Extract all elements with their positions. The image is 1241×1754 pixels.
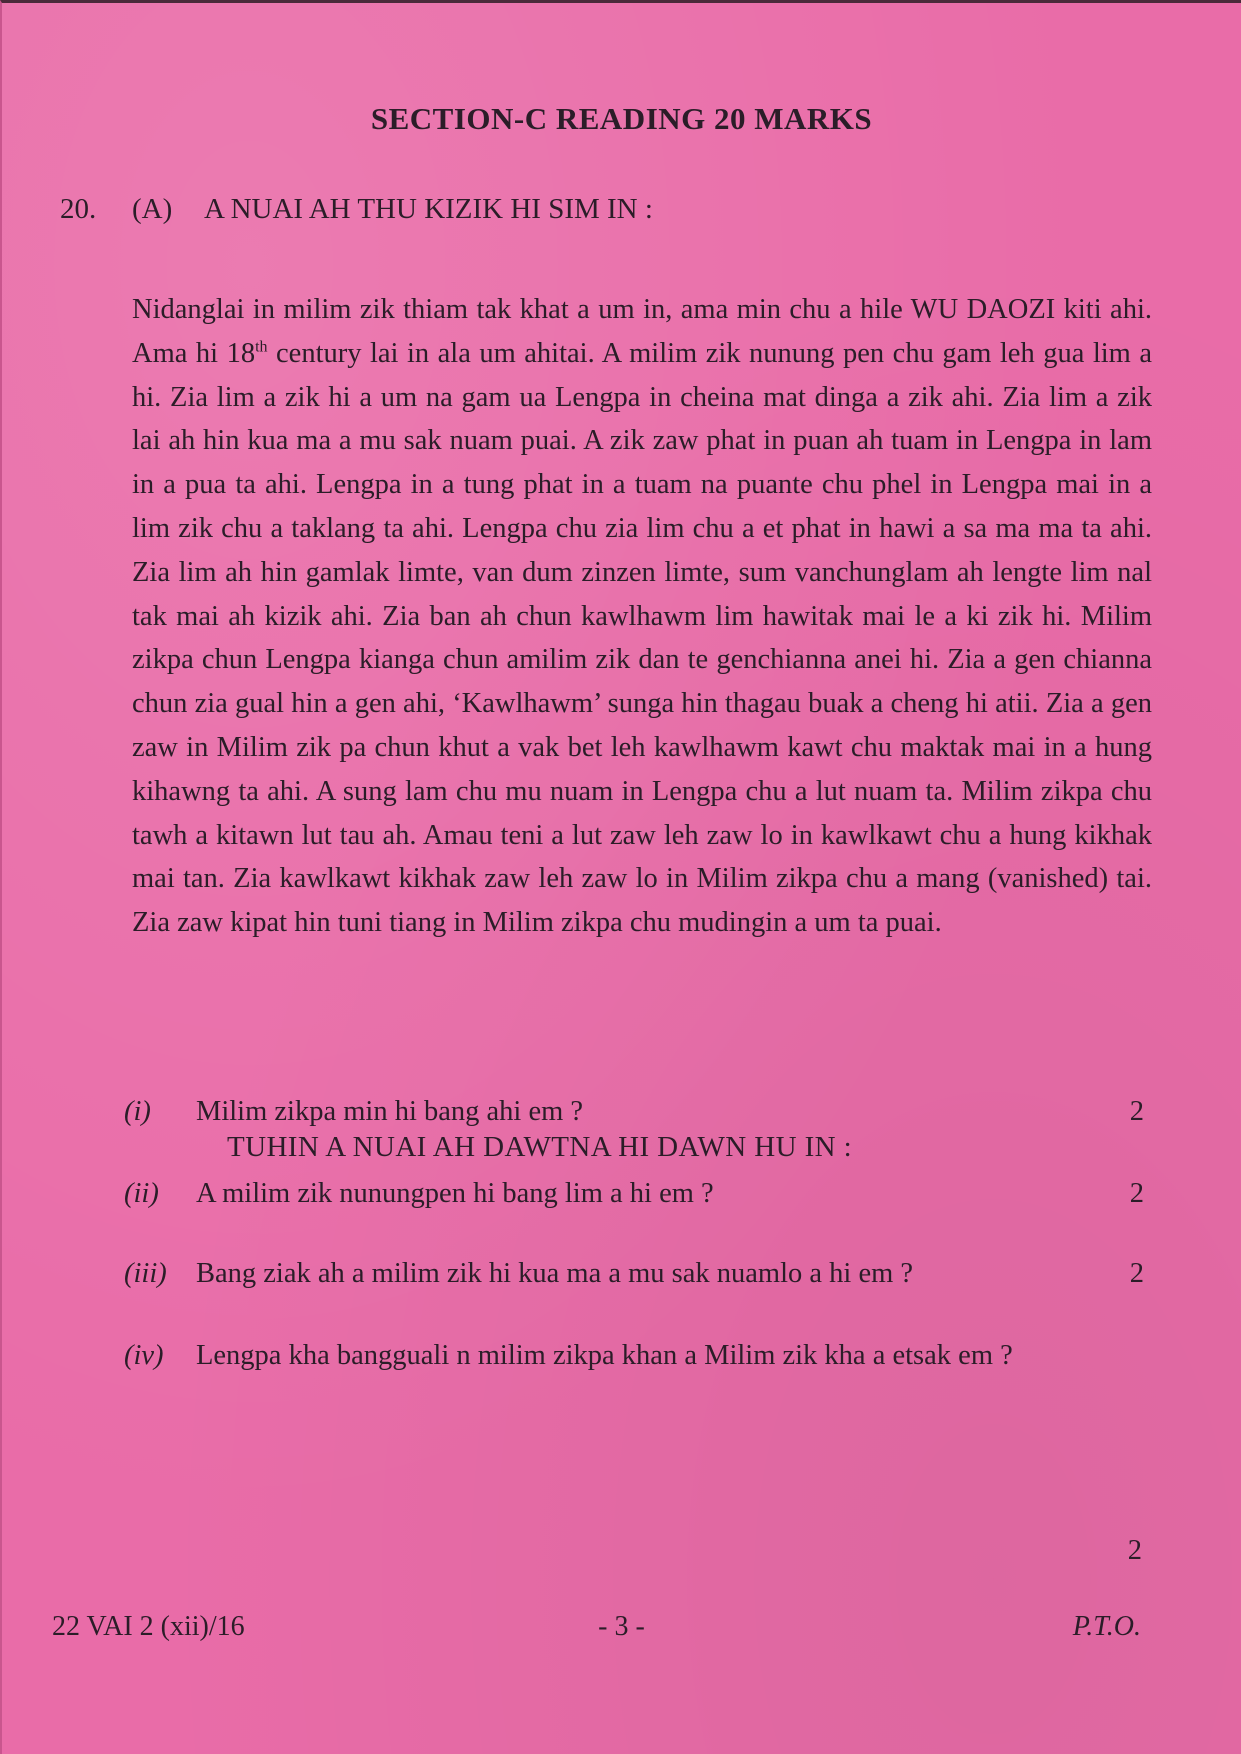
- passage-text-rest: century lai in ala um ahitai. A milim zik nunung pen chu gam leh gua lim a hi. Zia lim a zik hi a um na gam ua Lengpa in cheina mat dinga a zik ahi. Zia lim a zik lai ah hin kua ma a mu sak nuam puai. A zik zaw phat in puan ah tuam in Lengpa in lam in a pua ta ahi. Lengpa in a tung phat in a tuam na puante chu phel in Lengpa mai in a lim zik chu a taklang ta ahi. Lengpa chu zia lim chu a et phat in hawi a sa ma ma ta ahi. Zia lim ah hin gamlak limte, van dum zinzen limte, sum vanchunglam ah lengte lim nal tak mai ah kizik ahi. Zia ban ah chun kawlhawm lim hawitak mai le a ki zik hi. Milim zikpa chun Lengpa kianga chun amilim zik dan te genchianna anei hi. Zia a gen chianna chun zia gual hin a gen ahi, ‘Kawlhawm’ sunga hin thagau buak a cheng hi atii. Zia a gen zaw in Milim zik pa chun khut a vak bet leh kawlhawm kawt chu maktak mai in a hung kihawng ta ahi. A sung lam chu mu nuam in Lengpa chu a lut nuam ta. Milim zikpa chu tawh a kitawn lut tau ah. Amau teni a lut zaw leh zaw lo in kawlkawt chu a hung kikhak mai tan. Zia kawlkawt kikhak zaw leh zaw lo in Milim zikpa chu a mang (vanished) tai. Zia zaw kipat hin tuni tiang in Milim zikpa chu mudingin a um ta puai.: [132, 337, 1153, 939]
- sub-question: [124, 1178, 1144, 1210]
- sub-question: [124, 1096, 1144, 1128]
- paper-code: 22 VAI 2 (xii)/16: [52, 1611, 245, 1642]
- answer-instruction: TUHIN A NUAI AH DAWTNA HI DAWN HU IN :: [227, 1131, 853, 1163]
- reading-passage: [132, 288, 1152, 945]
- passage-paragraph: [132, 288, 1152, 945]
- passage-text-start: Nidanglai in milim zik thiam tak khat a um in, ama min chu a hile WU DAOZI kiti ahi. Ama hi 18: [132, 294, 1152, 369]
- sub-question-marks: 2: [1129, 1258, 1144, 1289]
- sub-question: [124, 1340, 1144, 1372]
- please-turn-over: P.T.O.: [1072, 1611, 1141, 1642]
- passage-superscript: th: [255, 338, 268, 356]
- sub-question-number: (iii): [124, 1258, 167, 1289]
- question-part: (A): [132, 193, 173, 225]
- question-heading: [60, 193, 653, 226]
- question-heading-text: A NUAI AH THU KIZIK HI SIM IN :: [204, 193, 653, 225]
- sub-question-marks: 2: [1129, 1096, 1144, 1127]
- sub-question-number: (iv): [124, 1340, 164, 1371]
- sub-question: [124, 1258, 1144, 1290]
- sub-question-number: (ii): [124, 1178, 159, 1209]
- sub-question-marks: 2: [1129, 1178, 1144, 1209]
- sub-question-text: A milim zik nunungpen hi bang lim a hi em ?: [196, 1178, 714, 1209]
- page-number: - 3 -: [598, 1611, 645, 1642]
- sub-question-marks: 2: [1127, 1535, 1142, 1566]
- sub-question-text: Bang ziak ah a milim zik hi kua ma a mu sak nuamlo a hi em ?: [196, 1258, 914, 1289]
- sub-question-number: (i): [124, 1096, 151, 1127]
- section-title: SECTION-C READING 20 MARKS: [370, 101, 873, 136]
- question-number: 20.: [60, 193, 97, 225]
- sub-question-text: Milim zikpa min hi bang ahi em ?: [196, 1096, 584, 1127]
- sub-question-text: Lengpa kha bangguali n milim zikpa khan a Milim zik kha a etsak em ?: [196, 1340, 1013, 1371]
